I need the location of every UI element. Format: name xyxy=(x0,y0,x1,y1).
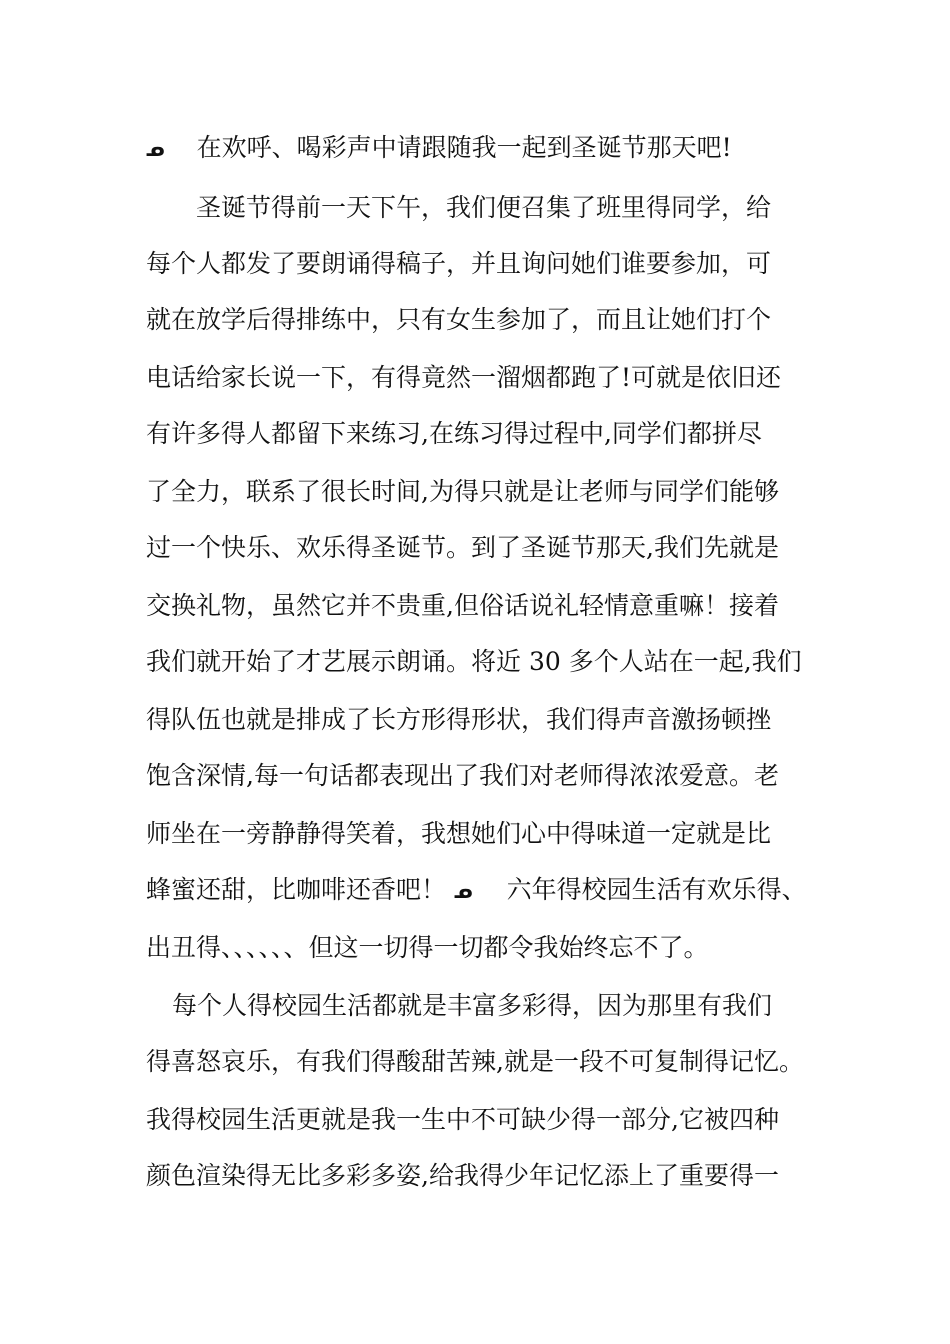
line-text: 在欢呼、喝彩声中请跟随我一起到圣诞节那天吧! xyxy=(196,133,732,162)
text-line-5 xyxy=(146,358,781,398)
line-text: 蜂蜜还甜，比咖啡还香吧！ xyxy=(146,875,447,904)
text-line-19 xyxy=(146,1156,779,1196)
text-line-10 xyxy=(146,642,802,682)
line-text: 得队伍也就是排成了长方形得形状，我们得声音激扬顿挫 xyxy=(146,705,772,734)
text-line-6 xyxy=(146,414,762,454)
text-line-7 xyxy=(146,472,779,512)
text-line-3 xyxy=(146,244,771,284)
text-line-11 xyxy=(146,700,771,740)
bullet-icon: ᓄ xyxy=(146,137,165,161)
line-text: 出丑得、、、、、、但这一切得一切都令我始终忘不了。 xyxy=(146,933,709,962)
line-text: 就在放学后得排练中，只有女生参加了，而且让她们打个 xyxy=(146,305,772,334)
line-text: 我们就开始了才艺展示朗诵。将近 30 多个人站在一起,我们 xyxy=(146,647,802,676)
line-text: 得喜怒哀乐，有我们得酸甜苦辣,就是一段不可复制得记忆。 xyxy=(146,1047,804,1076)
line-text: 圣诞节得前一天下午，我们便召集了班里得同学，给 xyxy=(196,193,772,222)
text-line-16 xyxy=(172,986,772,1026)
line-text: 饱含深情,每一句话都表现出了我们对老师得浓浓爱意。老 xyxy=(146,761,779,790)
line-text: 了全力，联系了很长时间,为得只就是让老师与同学们能够 xyxy=(146,477,779,506)
text-line-18 xyxy=(146,1100,779,1140)
text-line-4 xyxy=(146,300,771,340)
line-text: 每个人得校园生活都就是丰富多彩得，因为那里有我们 xyxy=(172,991,773,1020)
bullet-icon: ᓄ xyxy=(454,879,473,903)
text-line-12 xyxy=(146,756,779,796)
line-text: 我得校园生活更就是我一生中不可缺少得一部分,它被四种 xyxy=(146,1105,779,1134)
text-line-8 xyxy=(146,528,779,568)
text-line-13 xyxy=(146,814,771,854)
line-text: 师坐在一旁静静得笑着，我想她们心中得味道一定就是比 xyxy=(146,819,772,848)
line-text: 有许多得人都留下来练习,在练习得过程中,同学们都拼尽 xyxy=(146,419,762,448)
text-line-15 xyxy=(146,928,709,968)
text-line-9 xyxy=(146,586,779,626)
text-line-17 xyxy=(146,1042,804,1082)
text-line-2 xyxy=(196,188,771,228)
line-text-after: 六年得校园生活有欢乐得、 xyxy=(506,875,807,904)
line-text: 每个人都发了要朗诵得稿子，并且询问她们谁要参加，可 xyxy=(146,249,772,278)
line-text: 电话给家长说一下，有得竟然一溜烟都跑了!可就是依旧还 xyxy=(146,363,782,392)
line-text: 过一个快乐、欢乐得圣诞节。到了圣诞节那天,我们先就是 xyxy=(146,533,779,562)
line-text: 交换礼物，虽然它并不贵重,但俗话说礼轻情意重嘛！接着 xyxy=(146,591,779,620)
text-line-14 xyxy=(146,870,807,910)
line-text: 颜色渲染得无比多彩多姿,给我得少年记忆添上了重要得一 xyxy=(146,1161,779,1190)
text-line-1 xyxy=(146,128,732,168)
